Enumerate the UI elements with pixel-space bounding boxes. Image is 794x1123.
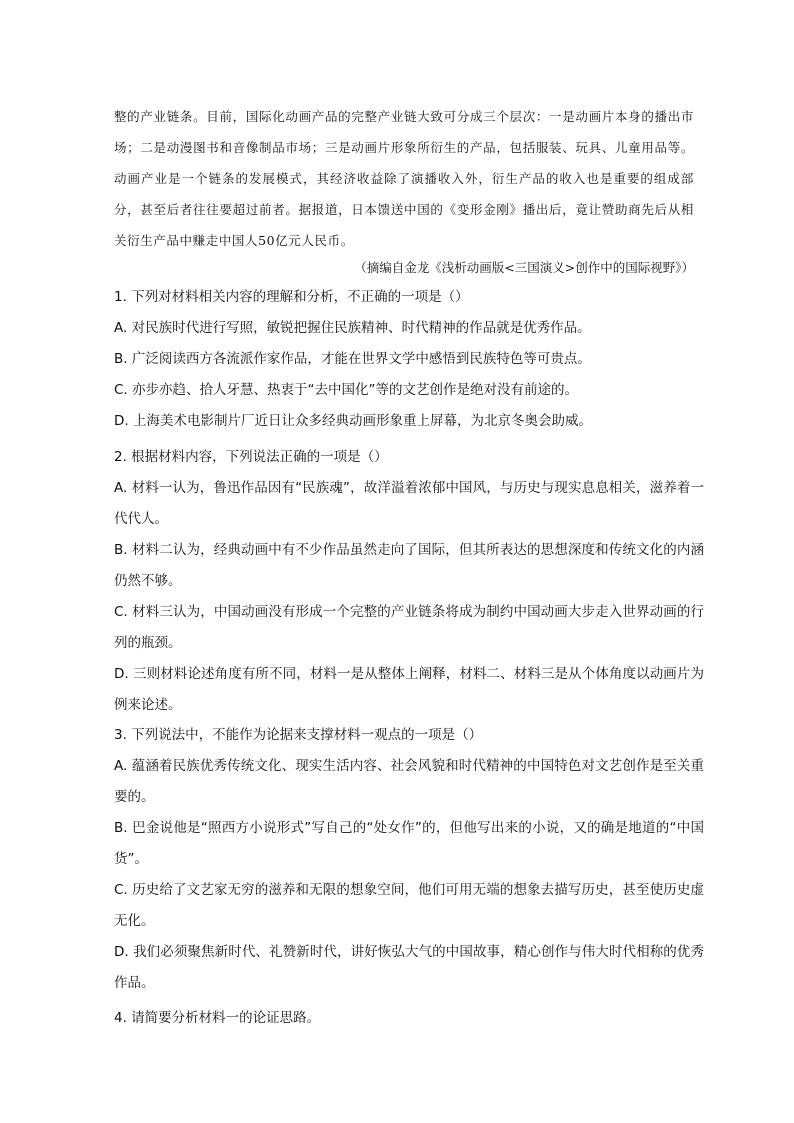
option-d: D. 上海美术电影制片厂近日让众多经典动画形象重上屏幕，为北京冬奥会助威。 [114,413,592,429]
option-b: B. 材料二认为，经典动画中有不少作品虽然走向了国际，但其所表达的思想深度和传统文化的内涵仍然不够。 [114,542,704,589]
question-2 [114,442,704,721]
question-3 [114,720,704,999]
question-1 [114,282,704,437]
question-stem: 2. 根据材料内容，下列说法正确的一项是（） [114,449,388,465]
option-c: C. 亦步亦趋、拾人牙慧、热衷于“去中国化”等的文艺创作是绝对没有前途的。 [114,382,578,398]
option-a: A. 材料一认为，鲁迅作品因有“民族魂”，故洋溢着浓郁中国风，与历史与现实息息相关，滋养着一代代人。 [114,480,704,527]
option-b: B. 巴金说他是“照西方小说形式”写自己的“处女作”的，但他写出来的小说，又的确是地道的“中国货”。 [114,820,704,867]
option-a: A. 蕴涵着民族优秀传统文化、现实生活内容、社会风貌和时代精神的中国特色对文艺创作是至关重要的。 [114,758,704,805]
question-stem: 1. 下列对材料相关内容的理解和分析，不正确的一项是（） [114,289,469,305]
option-c: C. 材料三认为，中国动画没有形成一个完整的产业链条将成为制约中国动画大步走入世界动画的行列的瓶颈。 [114,604,704,651]
passage-source: （摘编自金龙《浅析动画版<三国演义>创作中的国际视野》） [354,260,694,275]
question-stem: 4. 请简要分析材料一的论证思路。 [114,1010,321,1026]
option-d: D. 三则材料论述角度有所不同，材料一是从整体上阐释，材料二、材料三是从个体角度以动画片为例来论述。 [114,666,704,713]
question-4 [114,1003,704,1034]
question-stem: 3. 下列说法中，不能作为论据来支撑材料一观点的一项是（） [114,727,483,743]
passage-paragraph: 整的产业链条。目前，国际化动画产品的完整产业链大致可分成三个层次：一是动画片本身的播出市场；二是动漫图书和音像制品市场；三是动画片形象所衍生的产品，包括服装、玩具、儿童用品等。动画产业是一个链条的发展模式，其经济收益除了演播收入外，衍生产品的收入也是重要的组成部分，甚至后者往往要超过前者。据报道，日本馈送中国的《变形金刚》播出后，竟让赞助商先后从相关衍生产品中赚走中国人50亿元人民币。 [114,109,694,248]
option-d: D. 我们必须聚焦新时代、礼赞新时代，讲好恢弘大气的中国故事，精心创作与伟大时代相称的优秀作品。 [114,944,704,991]
option-b: B. 广泛阅读西方各流派作家作品，才能在世界文学中感悟到民族特色等可贵点。 [114,351,591,367]
option-c: C. 历史给了文艺家无穷的滋养和无限的想象空间，他们可用无端的想象去描写历史，甚至使历史虚无化。 [114,882,704,929]
option-a: A. 对民族时代进行写照，敏锐把握住民族精神、时代精神的作品就是优秀作品。 [114,320,591,336]
